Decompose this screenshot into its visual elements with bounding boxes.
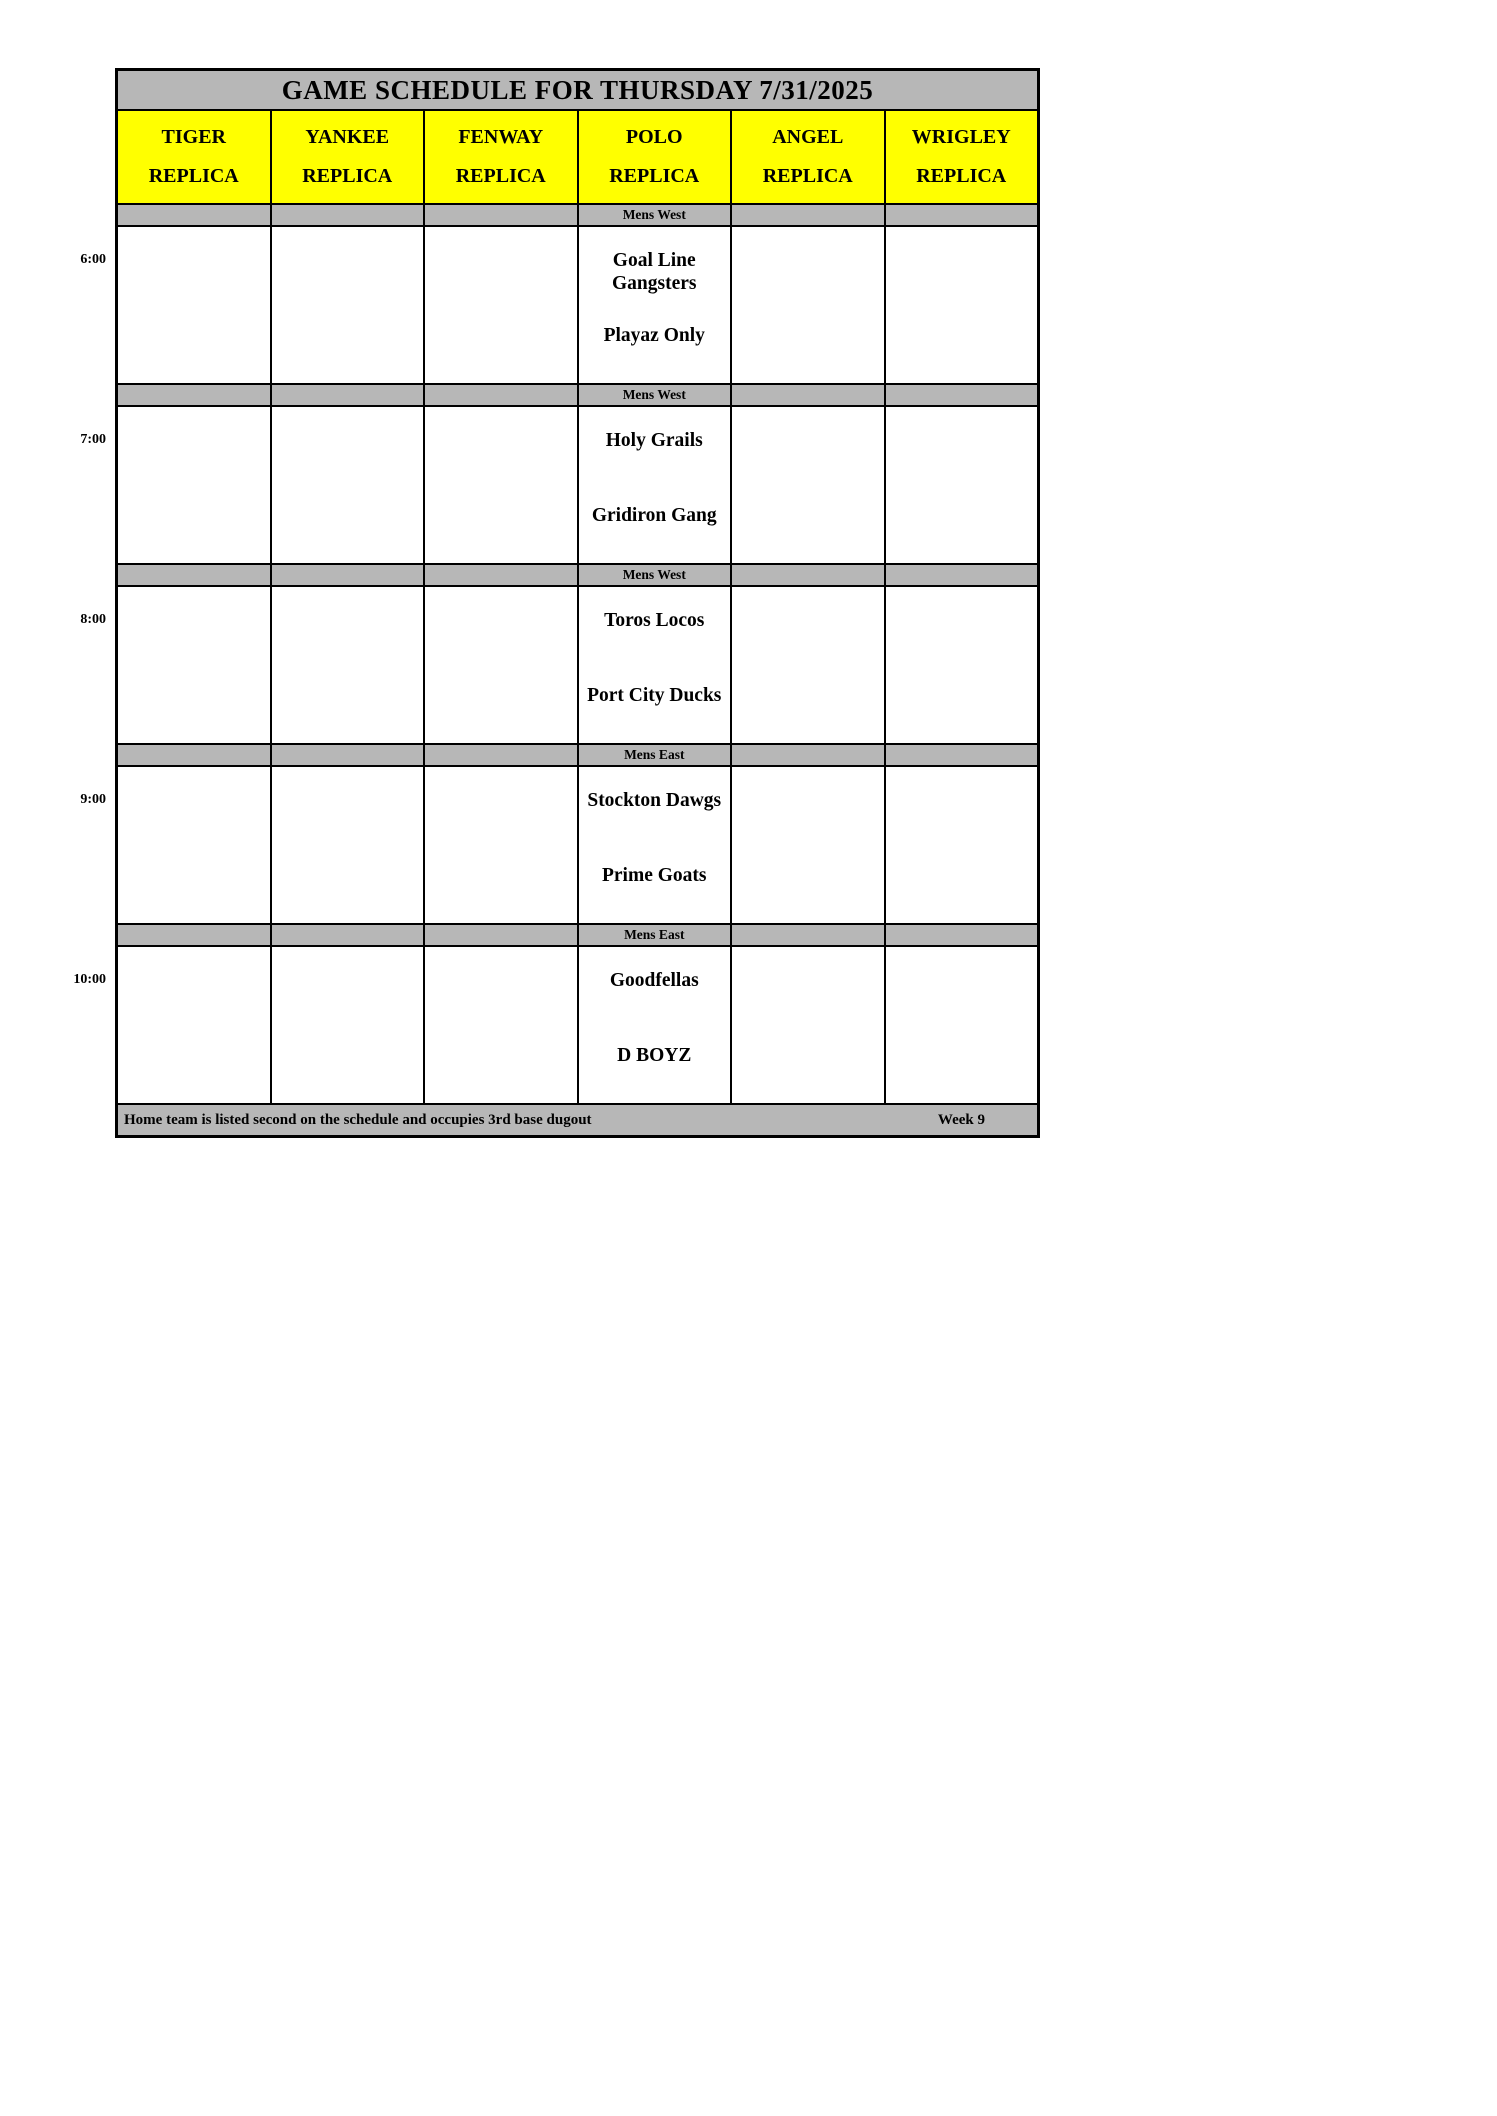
game-cell-empty — [425, 947, 577, 1103]
league-cell — [118, 385, 270, 405]
league-cell — [272, 925, 424, 945]
game-cell-polo — [579, 407, 731, 563]
league-cell — [886, 205, 1038, 225]
week-label: Week 9 — [937, 1111, 985, 1128]
away-team: Stockton Dawgs — [587, 790, 722, 811]
game-cell-empty — [732, 587, 884, 743]
league-cell — [272, 385, 424, 405]
field-header-fenway — [425, 111, 577, 203]
league-cell — [425, 745, 577, 765]
game-row-600 — [118, 227, 1037, 383]
home-team-note: Home team is listed second on the schedule and occupies 3rd base dugout — [124, 1111, 592, 1128]
footer-bar — [118, 1105, 1037, 1135]
field-header-wrigley — [886, 111, 1038, 203]
league-cell — [272, 745, 424, 765]
league-cell — [118, 925, 270, 945]
away-team: Goodfellas — [609, 970, 699, 991]
game-cell-empty — [886, 407, 1038, 563]
away-team: Toros Locos — [604, 610, 705, 631]
league-cell — [118, 205, 270, 225]
league-label: Mens East — [579, 745, 731, 765]
league-row-900 — [118, 745, 1037, 765]
time-label-900: 9:00 — [80, 792, 106, 807]
home-team: Gridiron Gang — [591, 504, 717, 526]
game-cell-polo — [579, 227, 731, 383]
game-cell-polo — [579, 767, 731, 923]
game-row-900 — [118, 767, 1037, 923]
game-cell-empty — [118, 407, 270, 563]
league-cell — [886, 925, 1038, 945]
game-cell-empty — [272, 767, 424, 923]
game-cell-empty — [118, 587, 270, 743]
league-row-700 — [118, 385, 1037, 405]
league-row-800 — [118, 565, 1037, 585]
league-cell — [732, 385, 884, 405]
game-cell-empty — [425, 227, 577, 383]
field-header-angel — [732, 111, 884, 203]
game-cell-empty — [272, 947, 424, 1103]
league-label: Mens East — [579, 925, 731, 945]
game-cell-polo — [579, 947, 731, 1103]
league-cell — [732, 925, 884, 945]
game-row-800 — [118, 587, 1037, 743]
game-row-700 — [118, 407, 1037, 563]
game-cell-empty — [425, 407, 577, 563]
league-cell — [118, 745, 270, 765]
away-team: Goal Line Gangsters — [612, 250, 697, 295]
league-cell — [886, 565, 1038, 585]
field-subname: REPLICA — [148, 165, 239, 187]
league-cell — [732, 565, 884, 585]
home-team: Port City Ducks — [587, 684, 722, 706]
league-label: Mens West — [579, 565, 731, 585]
away-team: Holy Grails — [605, 430, 703, 451]
game-cell-polo — [579, 587, 731, 743]
field-subname: REPLICA — [609, 165, 700, 187]
game-cell-empty — [732, 767, 884, 923]
game-cell-empty — [886, 587, 1038, 743]
field-subname: REPLICA — [455, 165, 546, 187]
league-row-600 — [118, 205, 1037, 225]
field-name: POLO — [625, 126, 683, 148]
game-cell-empty — [118, 947, 270, 1103]
game-cell-empty — [272, 227, 424, 383]
game-cell-empty — [425, 767, 577, 923]
game-cell-empty — [118, 767, 270, 923]
game-cell-empty — [732, 407, 884, 563]
time-label-800: 8:00 — [80, 612, 106, 627]
time-label-700: 7:00 — [80, 432, 106, 447]
league-cell — [732, 745, 884, 765]
league-cell — [425, 385, 577, 405]
game-cell-empty — [732, 227, 884, 383]
home-team: Playaz Only — [603, 324, 705, 346]
game-cell-empty — [118, 227, 270, 383]
schedule-table — [115, 68, 1040, 1138]
schedule-title: GAME SCHEDULE FOR THURSDAY 7/31/2025 — [118, 71, 1037, 109]
field-subname: REPLICA — [302, 165, 393, 187]
game-cell-empty — [272, 407, 424, 563]
field-name: FENWAY — [458, 126, 544, 148]
game-cell-empty — [886, 767, 1038, 923]
field-header-tiger — [118, 111, 270, 203]
game-cell-empty — [886, 227, 1038, 383]
field-header-polo — [579, 111, 731, 203]
game-cell-empty — [272, 587, 424, 743]
field-subname: REPLICA — [762, 165, 853, 187]
game-cell-empty — [732, 947, 884, 1103]
field-subname: REPLICA — [916, 165, 1007, 187]
game-cell-empty — [425, 587, 577, 743]
league-cell — [886, 745, 1038, 765]
league-cell — [272, 205, 424, 225]
field-name: YANKEE — [305, 126, 390, 148]
league-label: Mens West — [579, 385, 731, 405]
field-name: ANGEL — [772, 126, 844, 148]
league-cell — [886, 385, 1038, 405]
home-team: D BOYZ — [617, 1044, 692, 1066]
league-cell — [425, 565, 577, 585]
league-cell — [425, 925, 577, 945]
home-team: Prime Goats — [601, 864, 707, 886]
league-cell — [272, 565, 424, 585]
game-row-1000 — [118, 947, 1037, 1103]
league-cell — [425, 205, 577, 225]
league-row-1000 — [118, 925, 1037, 945]
time-label-1000: 10:00 — [73, 972, 106, 987]
field-name: TIGER — [161, 126, 226, 148]
time-label-600: 6:00 — [80, 252, 106, 267]
league-label: Mens West — [579, 205, 731, 225]
field-header-row — [118, 111, 1037, 203]
field-name: WRIGLEY — [911, 126, 1011, 148]
game-cell-empty — [886, 947, 1038, 1103]
field-header-yankee — [272, 111, 424, 203]
league-cell — [118, 565, 270, 585]
league-cell — [732, 205, 884, 225]
